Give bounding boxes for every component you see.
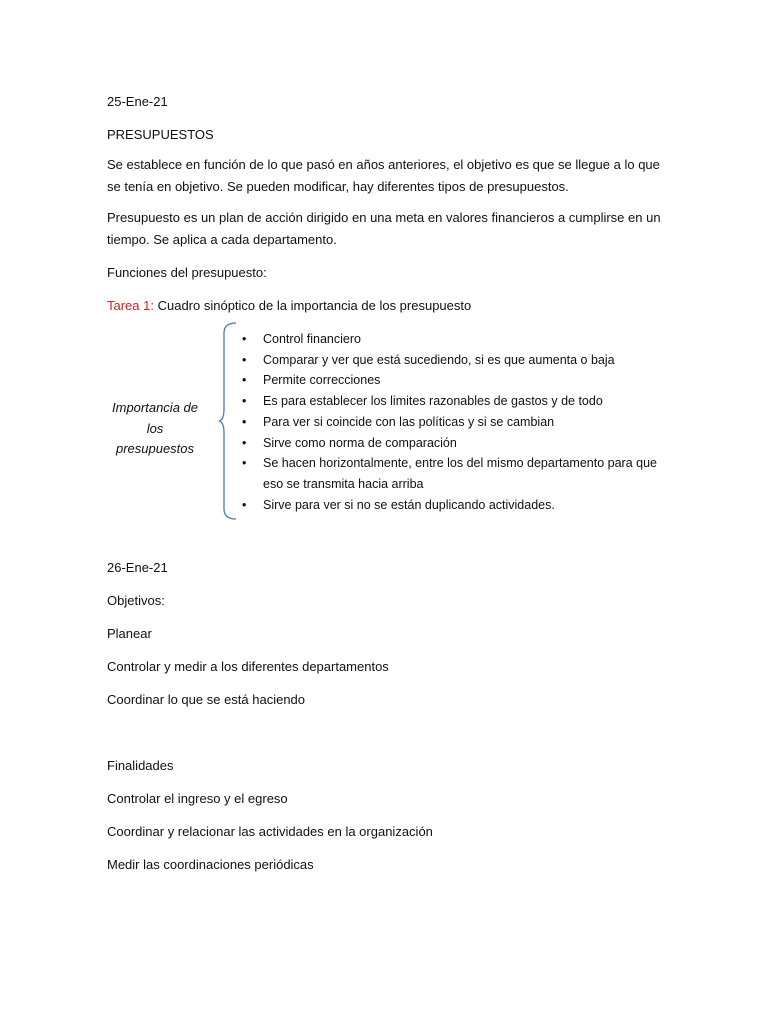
task-label: Tarea 1: xyxy=(107,298,154,313)
task-line xyxy=(107,297,471,315)
bullet-icon: • xyxy=(242,414,247,429)
synoptic-item: • Permite correcciones xyxy=(240,370,670,391)
section-title: PRESUPUESTOS xyxy=(107,127,214,142)
objective-item: Controlar y medir a los diferentes departamentos xyxy=(107,659,389,674)
date-heading: 25-Ene-21 xyxy=(107,94,168,109)
synoptic-item: • Es para establecer los limites razonables de gastos y de todo xyxy=(240,391,670,412)
bullet-icon: • xyxy=(242,435,247,450)
synoptic-item: • Para ver si coincide con las políticas y si se cambian xyxy=(240,412,670,433)
bullet-icon: • xyxy=(242,352,247,367)
objectives-heading: Objetivos: xyxy=(107,593,165,608)
functions-heading: Funciones del presupuesto: xyxy=(107,265,267,280)
synoptic-items xyxy=(240,329,670,515)
purpose-item: Coordinar y relacionar las actividades en la organización xyxy=(107,824,433,839)
bullet-icon: • xyxy=(242,456,247,471)
objective-item: Coordinar lo que se está haciendo xyxy=(107,692,306,707)
paragraph-definition: Presupuesto es un plan de acción dirigido en una meta en valores financieros a cumplirse en un tiempo. Se aplica a cada departamento. xyxy=(107,210,661,247)
bullet-icon: • xyxy=(242,373,247,388)
synoptic-item: • Sirve para ver si no se están duplicando actividades. xyxy=(240,495,670,516)
curly-brace xyxy=(218,321,240,523)
synoptic-item: • Sirve como norma de comparación xyxy=(240,433,670,454)
bullet-icon: • xyxy=(242,497,247,512)
paragraph-intro: Se establece en función de lo que pasó en años anteriores, el objetivo es que se llegue a lo que se tenía en objetivo. Se pueden modificar, hay diferentes tipos de presupuestos. xyxy=(107,157,660,194)
purposes-heading: Finalidades xyxy=(107,758,174,773)
bullet-icon: • xyxy=(242,332,247,346)
synoptic-root-label: Importancia de los presupuestos xyxy=(112,400,198,456)
purpose-item: Controlar el ingreso y el egreso xyxy=(107,791,288,806)
purpose-item: Medir las coordinaciones periódicas xyxy=(107,857,314,872)
synoptic-item: • Comparar y ver que está sucediendo, si es que aumenta o baja xyxy=(240,350,670,371)
objective-item: Planear xyxy=(107,626,152,641)
task-text: Cuadro sinóptico de la importancia de los presupuesto xyxy=(153,298,472,313)
synoptic-item: • Se hacen horizontalmente, entre los del mismo departamento para que eso se transmita hacia arriba xyxy=(240,453,670,494)
synoptic-item: • Control financiero xyxy=(240,329,670,350)
date-heading-2: 26-Ene-21 xyxy=(107,560,168,575)
bullet-icon: • xyxy=(242,394,247,409)
